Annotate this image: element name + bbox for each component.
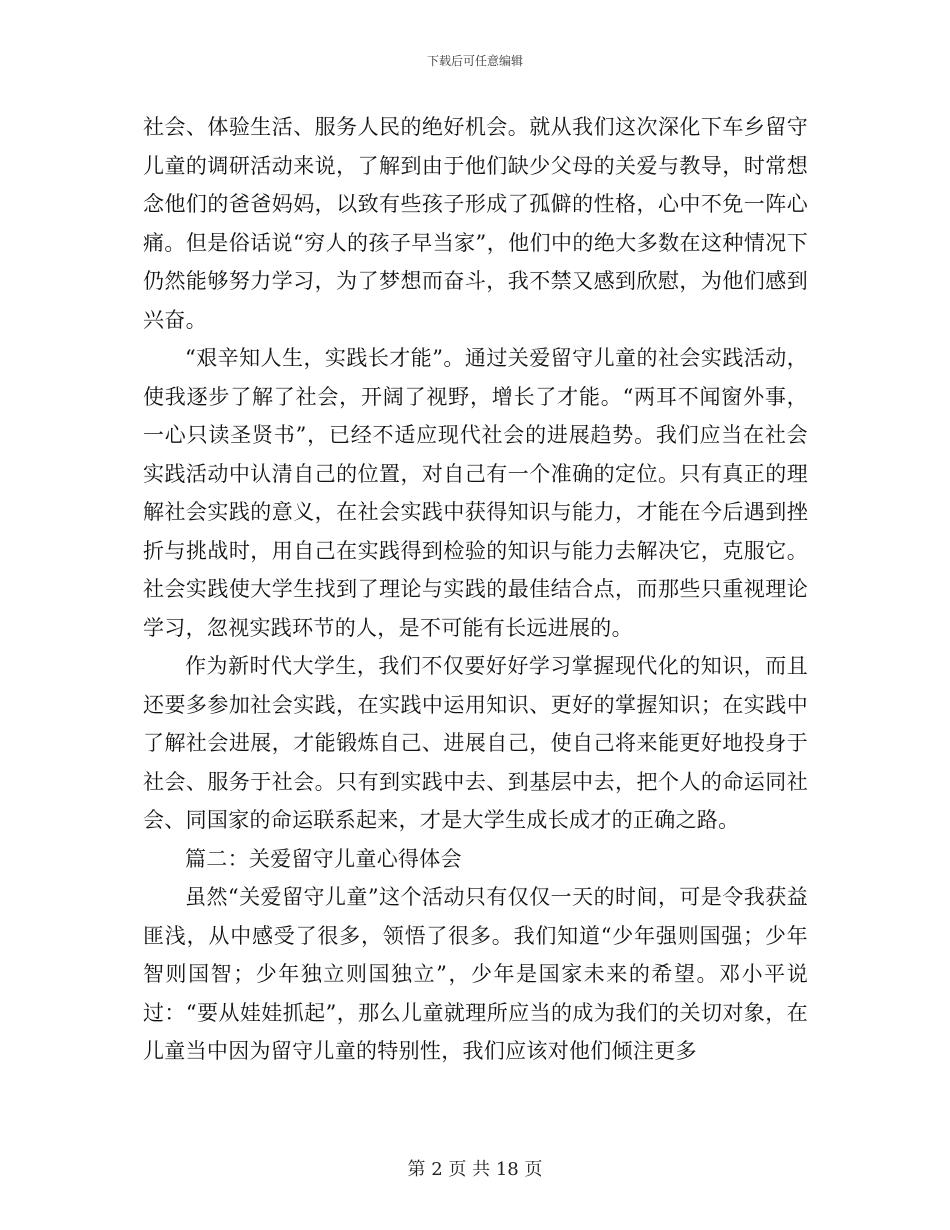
- paragraph-2: “艰辛知人生，实践长才能”。通过关爱留守儿童的社会实践活动，使我逐步了解了社会，开阔了视野，增长了才能。“两耳不闻窗外事，一心只读圣贤书”，已经不适应现代社会的进展趋势。我们应当在社会实践活动中认清自己的位置，对自己有一个准确的定位。只有真正的理解社会实践的意义，在社会实践中获得知识与能力，才能在今后遇到挫折与挑战时，用自己在实践得到检验的知识与能力去解决它，克服它。社会实践使大学生找到了理论与实践的最佳结合点，而那些只重视理论学习，忽视实践环节的人，是不可能有长远进展的。: [143, 346, 808, 640]
- section-heading: 篇二：关爱留守儿童心得体会: [185, 846, 462, 871]
- paragraph-1: 社会、体验生活、服务人民的绝好机会。就从我们这次深化下车乡留守儿童的调研活动来说，了解到由于他们缺少父母的关爱与教导，时常想念他们的爸爸妈妈，以致有些孩子形成了孤僻的性格，心中不免一阵心痛。但是俗话说“穷人的孩子早当家”，他们中的绝大多数在这种情况下仍然能够努力学习，为了梦想而奋斗，我不禁又感到欣慰，为他们感到兴奋。: [143, 115, 808, 332]
- paragraph-3: 作为新时代大学生，我们不仅要好好学习掌握现代化的知识，而且还要多参加社会实践，在实践中运用知识、更好的掌握知识；在实践中了解社会进展，才能锻炼自己、进展自己，使自己将来能更好地投身于社会、服务于社会。只有到实践中去、到基层中去，把个人的命运同社会、同国家的命运联系起来，才是大学生成长成才的正确之路。: [143, 654, 808, 832]
- document-body: [143, 108, 808, 1071]
- paragraph-4: 虽然“关爱留守儿童”这个活动只有仅仅一天的时间，可是令我获益匪浅，从中感受了很多，领悟了很多。我们知道“少年强则国强；少年智则国智；少年独立则国独立”，少年是国家未来的希望。邓小平说过：“要从娃娃抓起”，那么儿童就理所应当的成为我们的关切对象，在儿童当中因为留守儿童的特别性，我们应该对他们倾注更多: [143, 885, 808, 1063]
- page-header: 下载后可任意编辑: [426, 54, 523, 68]
- page-number-footer: 第 2 页 共 18 页: [407, 1159, 543, 1180]
